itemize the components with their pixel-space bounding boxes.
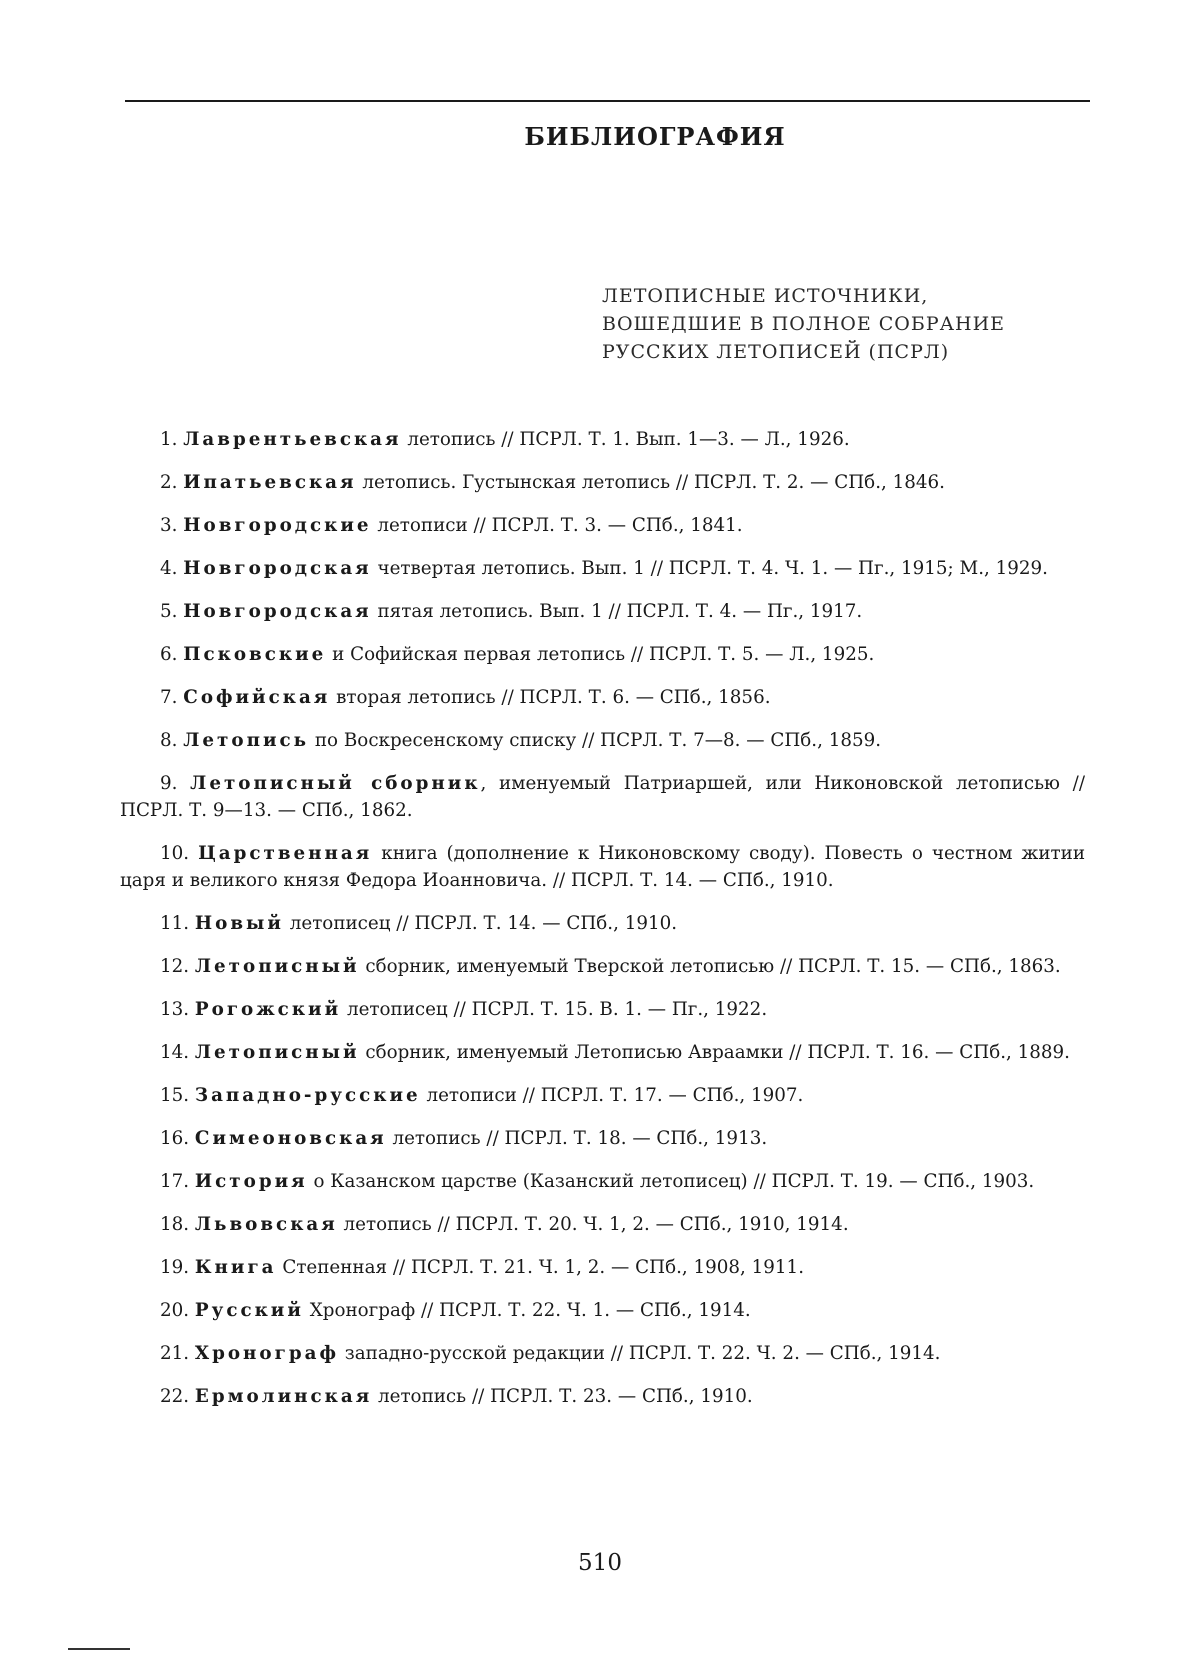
entry-details: Хронограф // ПСРЛ. Т. 22. Ч. 1. — СПб., 1914. [303,1300,751,1321]
entry-number: 19. [160,1257,190,1278]
bibliography-entry [120,910,1085,937]
entry-number: 1. [160,429,178,450]
entry-number: 14. [160,1042,190,1063]
bibliography-entry [120,469,1085,496]
bottom-rule [68,1648,130,1650]
entry-details: Степенная // ПСРЛ. Т. 21. Ч. 1, 2. — СПб., 1908, 1911. [276,1257,805,1278]
entry-number: 22. [160,1386,190,1407]
entry-number: 8. [160,730,178,751]
entry-title-spaced: Псковские [183,644,327,665]
entry-details: сборник, именуемый Летописью Авраамки // ПСРЛ. Т. 16. — СПб., 1889. [359,1042,1070,1063]
entry-title-spaced: Летописный [194,956,360,977]
entry-details: летописи // ПСРЛ. Т. 17. — СПб., 1907. [420,1085,804,1106]
bibliography-entry [120,727,1085,754]
entry-details: летопись // ПСРЛ. Т. 20. Ч. 1, 2. — СПб., 1910, 1914. [337,1214,849,1235]
entry-title-spaced: Львовская [194,1214,338,1235]
entry-details: западно-русской редакции // ПСРЛ. Т. 22. Ч. 2. — СПб., 1914. [338,1343,941,1364]
entry-title-spaced: Новгородские [183,515,372,536]
entry-number: 7. [160,687,178,708]
entry-title-spaced: Книга [194,1257,277,1278]
page-number-text: 510 [578,1550,622,1576]
entry-title-spaced: Хронограф [194,1343,339,1364]
bibliography-entry [120,840,1085,894]
section-heading [602,282,1072,366]
bibliography-entry [120,1297,1085,1324]
page-title: БИБЛИОГРАФИЯ [524,122,786,151]
entry-number: 18. [160,1214,190,1235]
entry-title-spaced: Ипатьевская [183,472,357,493]
entry-title-spaced: Летопись [183,730,310,751]
entry-title-spaced: Симеоновская [194,1128,387,1149]
entry-details: летопись // ПСРЛ. Т. 23. — СПб., 1910. [372,1386,753,1407]
entry-number: 17. [160,1171,190,1192]
entry-number: 2. [160,472,178,493]
bibliography-entry [120,512,1085,539]
entry-title-spaced: История [194,1171,308,1192]
page-header [0,122,1200,151]
entry-number: 6. [160,644,178,665]
entry-title-spaced: Летописный сборник [190,773,481,794]
bibliography-entry [120,1340,1085,1367]
entry-details: и Софийская первая летопись // ПСРЛ. Т. 5. — Л., 1925. [326,644,875,665]
bibliography-entry [120,996,1085,1023]
entry-number: 16. [160,1128,190,1149]
entry-title-spaced: Рогожский [194,999,342,1020]
bibliography-entry [120,1125,1085,1152]
page-number [0,1550,1200,1576]
entry-title-spaced: Царственная [198,843,373,864]
entry-title-spaced: Новый [194,913,284,934]
entry-details: по Воскресенскому списку // ПСРЛ. Т. 7—8. — СПб., 1859. [309,730,882,751]
bibliography-entry [120,598,1085,625]
entry-number: 12. [160,956,190,977]
entry-details: летописец // ПСРЛ. Т. 14. — СПб., 1910. [283,913,678,934]
entry-title-spaced: Новгородская [183,558,372,579]
bibliography-list [120,426,1085,1426]
entry-details: летописи // ПСРЛ. Т. 3. — СПб., 1841. [371,515,743,536]
bibliography-entry [120,1039,1085,1066]
entry-details: сборник, именуемый Тверской летописью // ПСРЛ. Т. 15. — СПб., 1863. [359,956,1061,977]
entry-number: 5. [160,601,178,622]
entry-title-spaced: Западно-русские [194,1085,421,1106]
entry-number: 4. [160,558,178,579]
bibliography-entry [120,1082,1085,1109]
bibliography-entry [120,1211,1085,1238]
entry-details: летописец // ПСРЛ. Т. 15. В. 1. — Пг., 1922. [341,999,768,1020]
entry-details: книга (дополнение к Никоновскому своду). Повесть о честном житии царя и великого князя Федора Иоанновича. // ПСРЛ. Т. 14. — СПб., 1910. [120,843,1086,891]
entry-title-spaced: Летописный [194,1042,360,1063]
entry-title-spaced: Новгородская [183,601,372,622]
bibliography-entry [120,770,1085,824]
entry-number: 3. [160,515,178,536]
entry-number: 21. [160,1343,190,1364]
bibliography-entry [120,1254,1085,1281]
top-rule [125,100,1090,102]
section-heading-line: ВОШЕДШИЕ В ПОЛНОЕ СОБРАНИЕ [602,313,1006,335]
entry-title-spaced: Ермолинская [194,1386,373,1407]
entry-details: о Казанском царстве (Казанский летописец) // ПСРЛ. Т. 19. — СПб., 1903. [307,1171,1035,1192]
entry-number: 11. [160,913,190,934]
bibliography-entry [120,953,1085,980]
entry-details: летопись. Густынская летопись // ПСРЛ. Т. 2. — СПб., 1846. [356,472,945,493]
entry-title-spaced: Софийская [183,687,331,708]
entry-number: 10. [160,843,190,864]
entry-number: 15. [160,1085,190,1106]
section-heading-line: РУССКИХ ЛЕТОПИСЕЙ (ПСРЛ) [602,341,950,363]
entry-number: 13. [160,999,190,1020]
bibliography-entry [120,555,1085,582]
section-heading-line: ЛЕТОПИСНЫЕ ИСТОЧНИКИ, [602,285,929,307]
entry-details: летопись // ПСРЛ. Т. 18. — СПб., 1913. [386,1128,768,1149]
entry-number: 20. [160,1300,190,1321]
entry-details: четвертая летопись. Вып. 1 // ПСРЛ. Т. 4. Ч. 1. — Пг., 1915; М., 1929. [371,558,1048,579]
entry-details: , именуемый Патриаршей, или Никоновской летописью // ПСРЛ. Т. 9—13. — СПб., 1862. [120,773,1085,821]
entry-details: пятая летопись. Вып. 1 // ПСРЛ. Т. 4. — Пг., 1917. [371,601,863,622]
bibliography-entry [120,1168,1085,1195]
bibliography-entry [120,641,1085,668]
bibliography-entry [120,426,1085,453]
bibliography-entry [120,1383,1085,1410]
entry-number: 9. [160,773,178,794]
entry-title-spaced: Русский [194,1300,304,1321]
bibliography-entry [120,684,1085,711]
entry-details: летопись // ПСРЛ. Т. 1. Вып. 1—3. — Л., 1926. [401,429,850,450]
entry-details: вторая летопись // ПСРЛ. Т. 6. — СПб., 1856. [330,687,771,708]
entry-title-spaced: Лаврентьевская [183,429,402,450]
